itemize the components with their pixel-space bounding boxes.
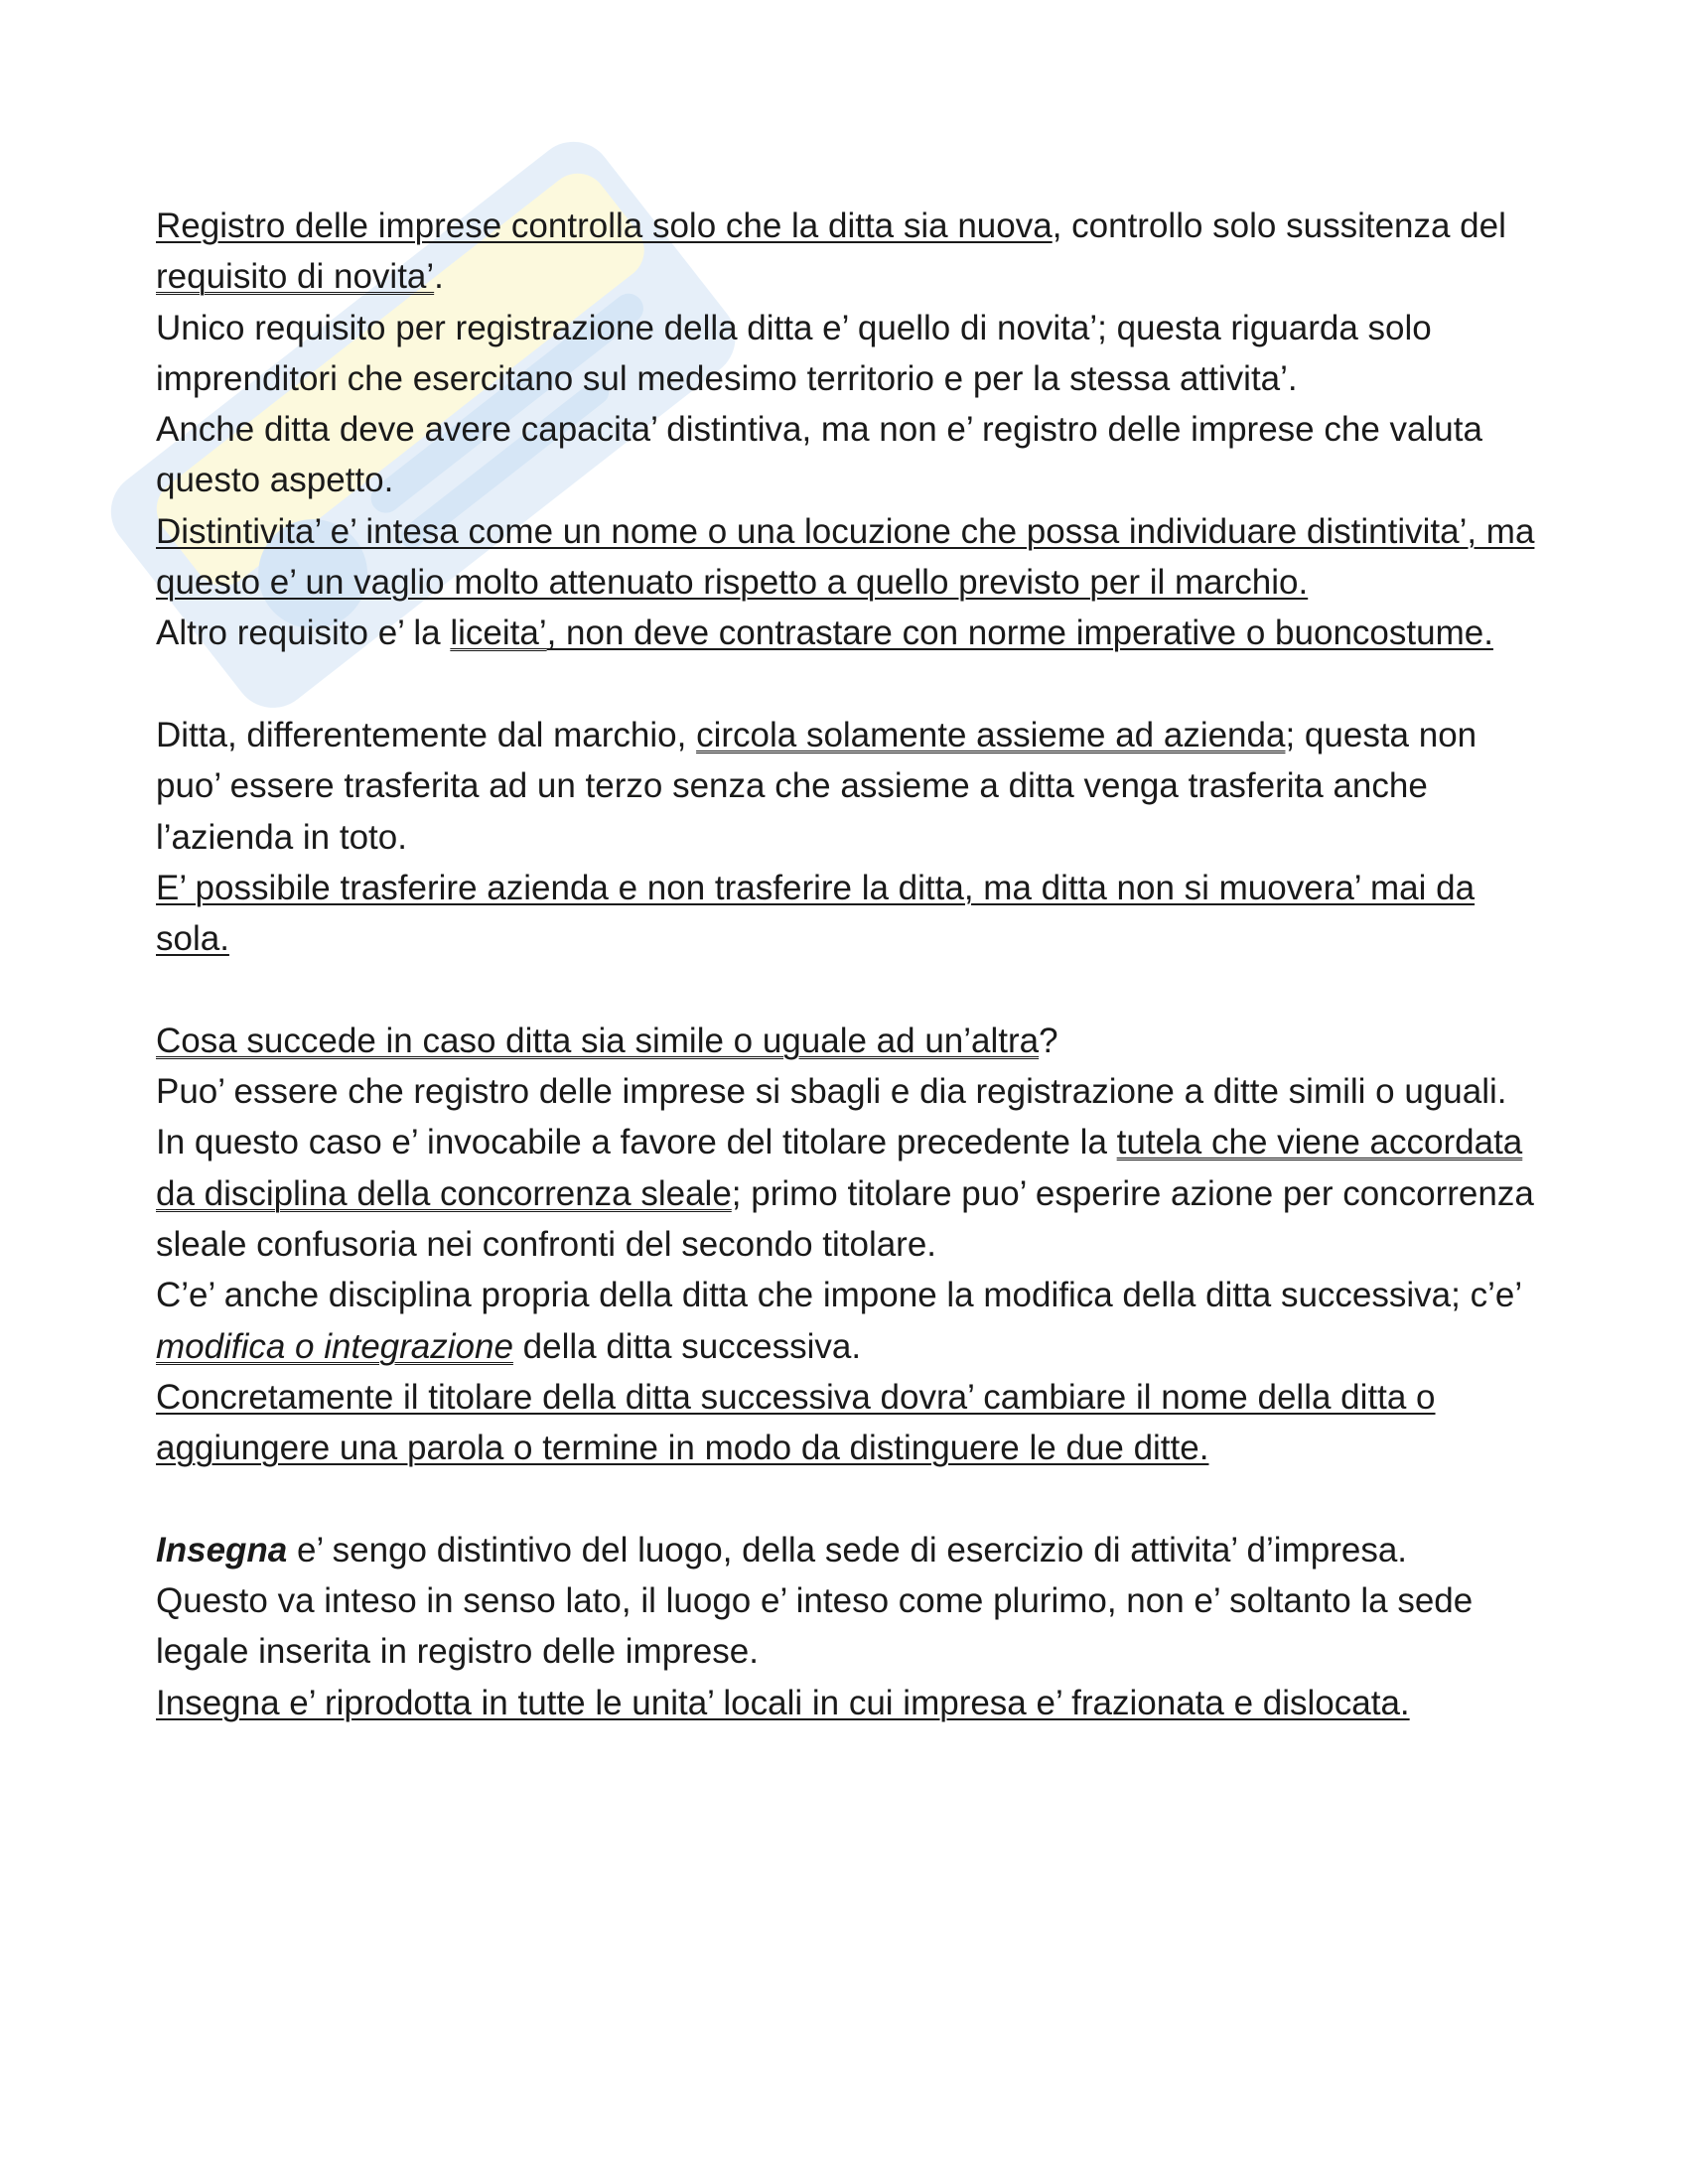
paragraph xyxy=(156,1117,1546,1270)
paragraph xyxy=(156,1270,1546,1372)
paragraph xyxy=(156,710,1546,863)
document-page xyxy=(156,201,1546,1728)
paragraph xyxy=(156,863,1546,965)
text-run: , controllo solo sussitenza del xyxy=(1052,206,1506,245)
underlined-text: , non deve contrastare con norme imperative o buoncostume. xyxy=(546,614,1493,653)
double-underlined-text: circola solamente assieme ad azienda xyxy=(696,715,1286,754)
text-run: ; questa non puo’ essere trasferita ad un terzo senza che assieme a ditta venga trasferita anche l’azienda in toto. xyxy=(156,715,1477,857)
text-run: . xyxy=(434,257,444,297)
text-run: ; primo titolare puo’ esperire azione per concorrenza sleale confusoria nei confronti del secondo titolare. xyxy=(156,1173,1534,1264)
underlined-text: Registro delle imprese controlla solo che la ditta sia nuova xyxy=(156,206,1053,245)
text-run: della ditta successiva. xyxy=(512,1326,862,1366)
underlined-text: Concretamente il titolare della ditta successiva dovra’ cambiare il nome della ditta o aggiungere una parola o termine in modo da distinguere le due ditte. xyxy=(156,1377,1436,1468)
double-underlined-text: liceita’ xyxy=(450,614,547,653)
underlined-text: Distintivita’ e’ intesa come un nome o una locuzione che possa individuare distintivita’, ma questo e’ un vaglio molto attenuato rispetto a quello previsto per il marchio. xyxy=(156,511,1535,603)
underlined-text: E’ possibile trasferire azienda e non trasferire la ditta, ma ditta non si muovera’ mai da sola. xyxy=(156,868,1476,959)
underlined-text: Insegna e’ riprodotta in tutte le unita’ locali in cui impresa e’ frazionata e dislocata. xyxy=(156,1683,1410,1722)
text-run: In questo caso e’ invocabile a favore del titolare precedente la xyxy=(156,1123,1117,1162)
italic-underlined-text: modifica o integrazione xyxy=(156,1326,513,1366)
text-run: Ditta, differentemente dal marchio, xyxy=(156,715,697,754)
paragraph xyxy=(156,506,1546,609)
text-run: ? xyxy=(1039,1021,1058,1060)
paragraph xyxy=(156,1678,1546,1728)
bold-italic-term: Insegna xyxy=(156,1530,288,1570)
text-run: C’e’ anche disciplina propria della ditta che impone la modifica della ditta successiva; c’e’ xyxy=(156,1276,1521,1315)
paragraph xyxy=(156,1372,1546,1474)
double-underlined-text: requisito di novita’ xyxy=(156,257,435,297)
paragraph: Unico requisito per registrazione della ditta e’ quello di novita’; questa riguarda solo imprenditori che esercitano sul medesimo territorio e per la stessa attivita’. xyxy=(156,308,1432,398)
paragraph: Puo’ essere che registro delle imprese si sbagli e dia registrazione a ditte simili o uguali. xyxy=(156,1072,1507,1112)
blank-line xyxy=(156,964,1546,1015)
text-run: e’ sengo distintivo del luogo, della sede di esercizio di attivita’ d’impresa. xyxy=(287,1530,1408,1570)
paragraph xyxy=(156,1016,1546,1066)
paragraph: Anche ditta deve avere capacita’ distintiva, ma non e’ registro delle imprese che valuta questo aspetto. xyxy=(156,410,1482,500)
paragraph xyxy=(156,608,1546,658)
blank-line xyxy=(156,1473,1546,1524)
blank-line xyxy=(156,659,1546,710)
text-run: Altro requisito e’ la xyxy=(156,614,451,653)
double-underlined-text: tutela che viene accordata da disciplina della concorrenza sleale xyxy=(156,1123,1523,1213)
paragraph xyxy=(156,201,1546,303)
paragraph xyxy=(156,1525,1546,1575)
paragraph: Questo va inteso in senso lato, il luogo e’ inteso come plurimo, non e’ soltanto la sede legale inserita in registro delle imprese. xyxy=(156,1581,1474,1672)
double-underlined-text: Cosa succede in caso ditta sia simile o uguale ad un’altra xyxy=(156,1021,1040,1060)
